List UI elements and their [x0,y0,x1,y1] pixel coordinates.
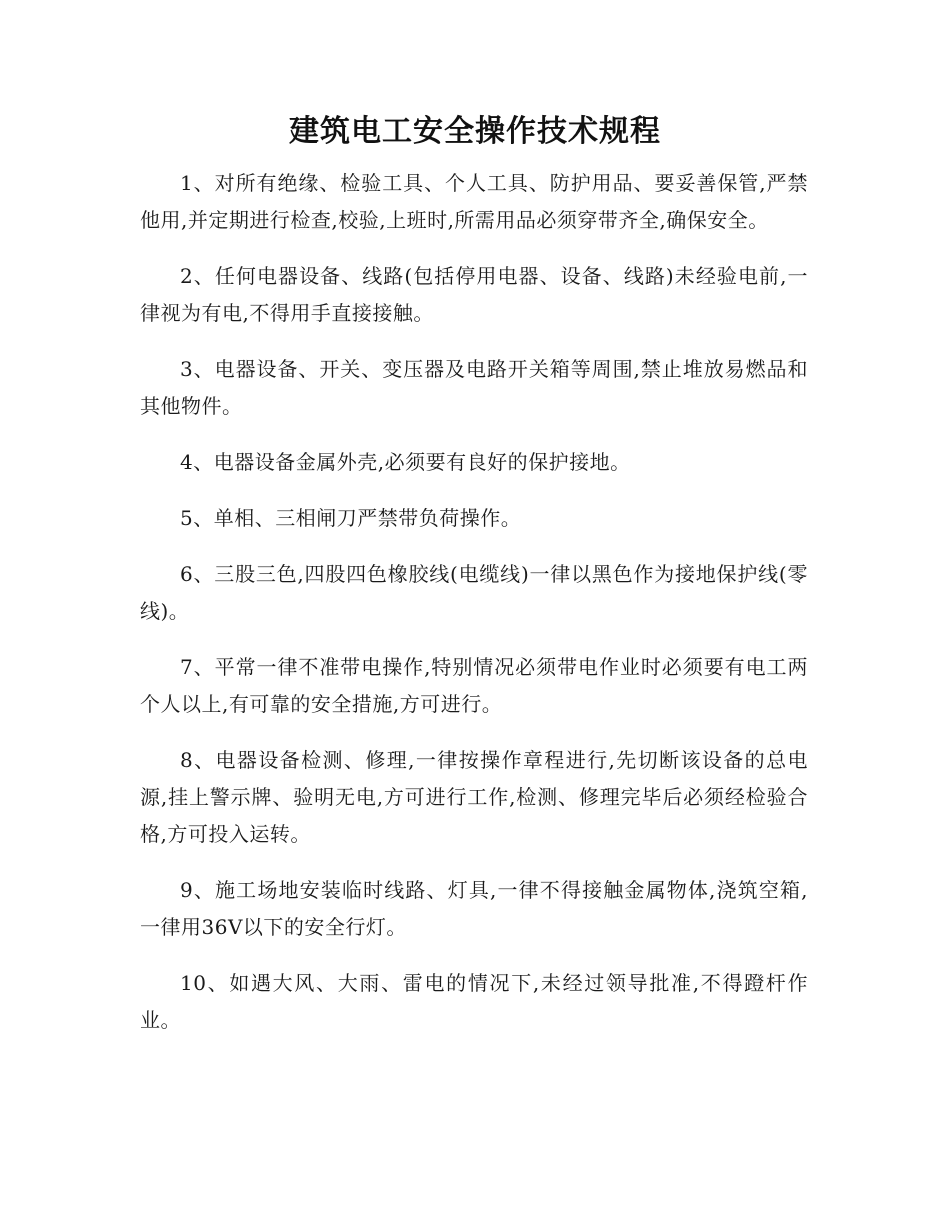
paragraph-4: 4、电器设备金属外壳,必须要有良好的保护接地。 [180,450,631,474]
document-title: 建筑电工安全操作技术规程 [289,114,661,149]
paragraph-3: 3、电器设备、开关、变压器及电路开关箱等周围,禁止堆放易燃品和其他物件。 [140,357,808,418]
paragraph-5: 5、单相、三相闸刀严禁带负荷操作。 [180,506,522,530]
paragraph-7: 7、平常一律不准带电操作,特别情况必须带电作业时必须要有电工两个人以上,有可靠的安全措施,方可进行。 [140,655,808,716]
paragraph-9: 9、施工场地安装临时线路、灯具,一律不得接触金属物体,浇筑空箱,一律用36V以下的安全行灯。 [140,878,808,939]
paragraph-1: 1、对所有绝缘、检验工具、个人工具、防护用品、要妥善保管,严禁他用,并定期进行检查,校验,上班时,所需用品必须穿带齐全,确保安全。 [140,171,808,232]
paragraph-10: 10、如遇大风、大雨、雷电的情况下,未经过领导批准,不得蹬杆作业。 [140,971,808,1032]
paragraph-6: 6、三股三色,四股四色橡胶线(电缆线)一律以黑色作为接地保护线(零线)。 [140,562,808,623]
paragraph-2: 2、任何电器设备、线路(包括停用电器、设备、线路)未经验电前,一律视为有电,不得用手直接接触。 [140,264,808,325]
document-body [140,165,808,1058]
paragraph-8: 8、电器设备检测、修理,一律按操作章程进行,先切断该设备的总电源,挂上警示牌、验明无电,方可进行工作,检测、修理完毕后必须经检验合格,方可投入运转。 [140,748,808,846]
